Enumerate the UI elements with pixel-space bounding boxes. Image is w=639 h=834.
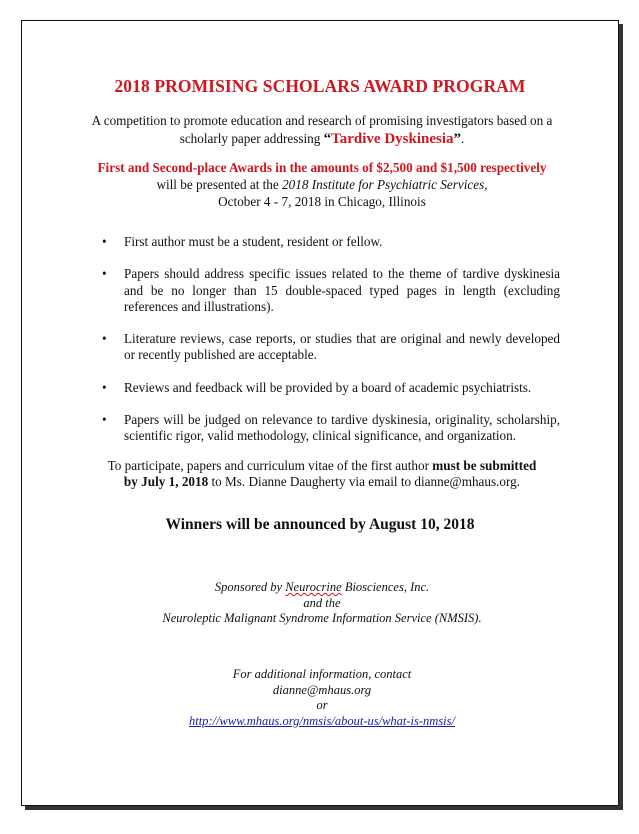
contact-block <box>62 667 582 729</box>
intro-paragraph <box>62 112 582 148</box>
list-item <box>104 331 560 364</box>
page-title: 2018 PROMISING SCHOLARS AWARD PROGRAM <box>114 76 526 96</box>
bullet-icon: • <box>102 331 107 347</box>
intro-line-1: A competition to promote education and research of promising investigators based on a <box>91 113 553 128</box>
participate-deadline: by July 1, 2018 <box>123 474 209 489</box>
open-quote: “ <box>323 131 332 147</box>
close-quote: ” <box>453 131 461 147</box>
participate-suffix: to Ms. Dianne Daugherty via email to dianne@mhaus.org. <box>208 474 521 489</box>
participate-prefix: To participate, papers and curriculum vitae of the first author <box>107 458 433 473</box>
list-item <box>104 412 560 445</box>
list-item-text: Papers will be judged on relevance to tardive dyskinesia, originality, scholarship, scientific rigor, valid methodology, clinical significance, and organization. <box>124 412 560 444</box>
list-item-text: Papers should address specific issues related to the theme of tardive dyskinesia and be no longer than 15 double-spaced typed pages in length (excluding references and illustrations). <box>124 266 560 314</box>
contact-email: dianne@mhaus.org <box>272 682 372 697</box>
awards-headline: First and Second-place Awards in the amounts of $2,500 and $1,500 respectively <box>97 160 547 175</box>
bullet-icon: • <box>102 234 107 249</box>
sponsor-company: Neurocrine <box>285 580 342 594</box>
sponsor-prefix: Sponsored by <box>214 580 286 594</box>
presented-prefix: will be presented at the <box>156 177 283 192</box>
sponsor-suffix: Biosciences, Inc. <box>341 580 430 594</box>
dates-location: October 4 - 7, 2018 in Chicago, Illinois <box>218 194 426 209</box>
nmsis-link[interactable]: http://www.mhaus.org/nmsis/about-us/what-is-nmsis/ <box>188 713 455 728</box>
sponsor-organization: Neuroleptic Malignant Syndrome Information Service (NMSIS). <box>162 611 482 625</box>
intro-line-2-suffix: . <box>461 131 465 146</box>
awards-paragraph <box>42 159 602 210</box>
sponsor-block <box>62 580 582 627</box>
topic-text: Tardive Dyskinesia <box>331 131 454 147</box>
contact-intro: For additional information, contact <box>232 667 412 681</box>
list-item-text: Reviews and feedback will be provided by a board of academic psychiatrists. <box>124 379 532 395</box>
institute-name: 2018 Institute for Psychiatric Services, <box>282 177 488 192</box>
list-item <box>104 266 560 315</box>
list-item <box>104 234 560 250</box>
document-page <box>21 20 619 806</box>
list-item-text: First author must be a student, resident or fellow. <box>124 234 383 249</box>
bullet-icon: • <box>102 379 107 395</box>
contact-or: or <box>316 698 328 712</box>
list-item <box>104 380 560 396</box>
intro-line-2-prefix: scholarly paper addressing <box>179 131 324 146</box>
bullet-icon: • <box>102 266 107 282</box>
participate-bold-1: must be submitted <box>432 458 537 473</box>
submission-paragraph <box>62 458 582 490</box>
bullet-icon: • <box>102 412 107 428</box>
winners-announcement: Winners will be announced by August 10, 2018 <box>165 516 475 533</box>
requirements-list <box>104 234 560 461</box>
sponsor-and-the: and the <box>303 595 341 610</box>
list-item-text: Literature reviews, case reports, or studies that are original and newly developed or recently published are acceptable. <box>124 331 560 363</box>
